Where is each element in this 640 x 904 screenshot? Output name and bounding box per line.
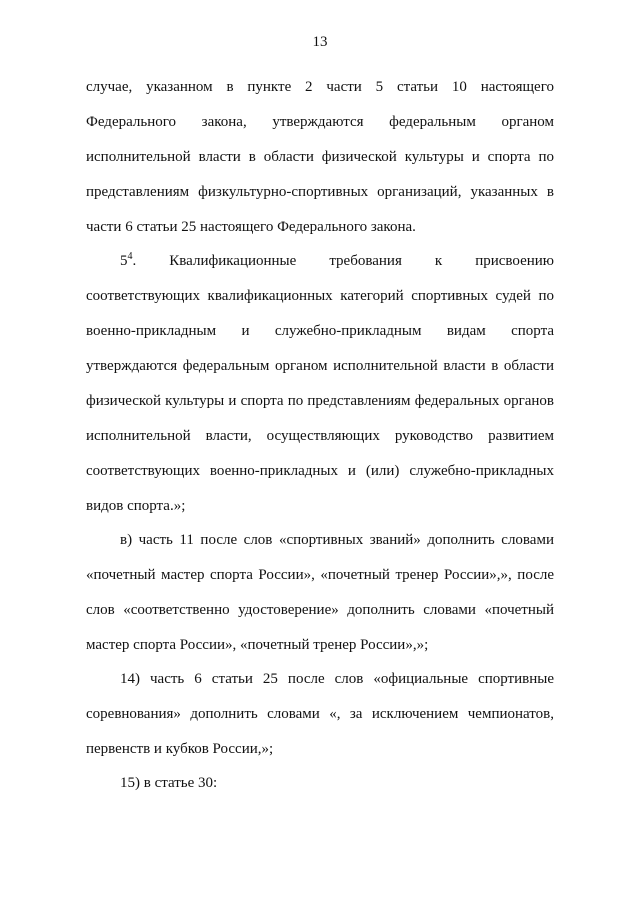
text-line: мастер спорта России», «почетный тренер России»,»; [86, 637, 429, 653]
text-line: исполнительной власти, осуществляющих руководство развитием [86, 428, 554, 444]
text-line: Федерального закона, утверждаются федеральным органом [86, 114, 554, 130]
text-line: случае, указанном в пункте 2 части 5 статьи 10 настоящего [86, 79, 554, 95]
text-line: физической культуры и спорта по представлениям федеральных органов [86, 393, 554, 409]
text-line: первенств и кубков России,»; [86, 741, 274, 757]
text-line: «почетный мастер спорта России», «почетный тренер России»,», после [86, 567, 554, 583]
text-line: . Квалификационные требования к присвоению [132, 253, 554, 269]
text-line: утверждаются федеральным органом исполнительной власти в области [86, 358, 554, 374]
text-line: военно-прикладным и служебно-прикладным видам спорта [86, 323, 554, 339]
text-line: 15) в статье 30: [120, 775, 218, 791]
paragraph-5-4-first-line [120, 252, 554, 270]
text-line: соответствующих военно-прикладных и (или) служебно-прикладных [86, 463, 554, 479]
text-line: в) часть 11 после слов «спортивных званий» дополнить словами [120, 532, 554, 548]
paragraph-number: $5^4$ [120, 251, 133, 269]
text-line: соревнования» дополнить словами «, за исключением чемпионатов, [86, 706, 554, 722]
text-line: соответствующих квалификационных категорий спортивных судей по [86, 288, 554, 304]
page-number: 13 [312, 34, 328, 50]
text-line: исполнительной власти в области физической культуры и спорта по [86, 149, 554, 165]
text-line: слов «соответственно удостоверение» дополнить словами «почетный [86, 602, 554, 618]
text-line: 14) часть 6 статьи 25 после слов «официальные спортивные [120, 671, 554, 687]
text-line: представлениям физкультурно-спортивных организаций, указанных в [86, 184, 554, 200]
text-line: части 6 статьи 25 настоящего Федерального закона. [86, 219, 416, 235]
text-line: видов спорта.»; [86, 498, 186, 514]
